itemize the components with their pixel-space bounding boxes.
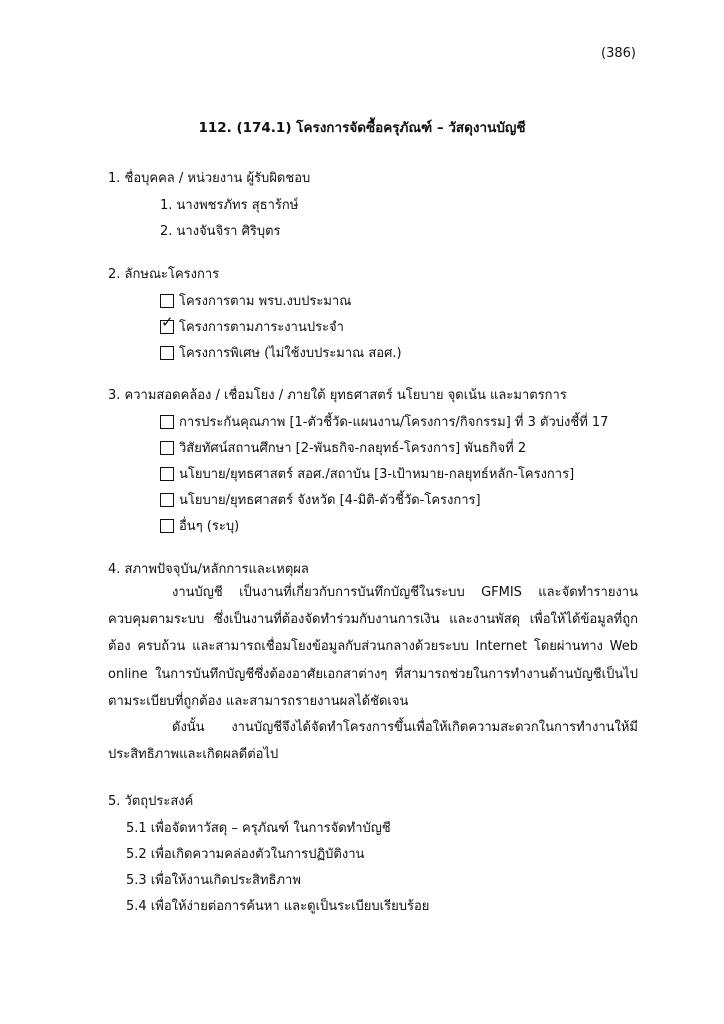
option-label: นโยบาย/ยุทธศาสตร์ สอศ./สถาบัน [3-เป้าหมาย-กลยุทธ์หลัก-โครงการ]: [179, 467, 575, 482]
rationale-paragraph-2: [108, 714, 638, 768]
section3-heading: 3. ความสอดคล้อง / เชื่อมโยง / ภายใต้ ยุทธศาสตร์ นโยบาย จุดเน้น และมาตรการ: [108, 388, 567, 403]
option-label: การประกันคุณภาพ [1-ตัวชี้วัด-แผนงาน/โครงการ/กิจกรรม] ที่ 3 ตัวบ่งชี้ที่ 17: [179, 415, 609, 430]
alignment-option: [160, 437, 526, 458]
alignment-option: [160, 515, 239, 536]
project-type-option: [160, 342, 402, 363]
checkbox-unchecked: [160, 493, 174, 507]
option-label: วิสัยทัศน์สถานศึกษา [2-พันธกิจ-กลยุทธ์-โครงการ] พันธกิจที่ 2: [179, 441, 527, 456]
checkbox-unchecked: [160, 519, 174, 533]
checkbox-unchecked: [160, 294, 174, 308]
option-label: โครงการตาม พรบ.งบประมาณ: [179, 294, 352, 309]
objective-item: 5.3 เพื่อให้งานเกิดประสิทธิภาพ: [126, 873, 301, 888]
section1-heading: 1. ชื่อบุคคล / หน่วยงาน ผู้รับผิดชอบ: [108, 171, 311, 186]
paragraph-text: ดังนั้น งานบัญชีจึงได้จัดทำโครงการขึ้นเพื่อให้เกิดความสะดวกในการทำงานให้มีประสิทธิภาพและเกิดผลดีต่อไป: [108, 720, 638, 763]
project-title: 112. (174.1) โครงการจัดซื้อครุภัณฑ์ – วัสดุงานบัญชี: [198, 120, 526, 136]
checkmark-icon: ✓: [161, 313, 174, 331]
checkbox-checked: [160, 313, 174, 334]
objective-item: 5.2 เพื่อเกิดความคล่องตัวในการปฏิบัติงาน: [126, 847, 365, 862]
objective-item: 5.4 เพื่อให้ง่ายต่อการค้นหา และดูเป็นระเบียบเรียบร้อย: [126, 899, 430, 914]
responsible-person-2: 2. นางจันจิรา ศิริบุตร: [160, 224, 281, 239]
rationale-paragraph-1: [108, 579, 638, 715]
objective-item: 5.1 เพื่อจัดหาวัสดุ – ครุภัณฑ์ ในการจัดทำบัญชี: [126, 821, 391, 836]
project-type-option: [160, 313, 344, 337]
checkbox-unchecked: [160, 467, 174, 481]
responsible-person-1: 1. นางพชรภัทร สุธาร้กษ์: [160, 198, 299, 213]
alignment-option: [160, 411, 608, 432]
checkbox-unchecked: [160, 346, 174, 360]
page-number: (386): [601, 46, 636, 61]
alignment-option: [160, 463, 574, 484]
section2-heading: 2. ลักษณะโครงการ: [108, 267, 220, 282]
project-type-option: [160, 290, 351, 311]
option-label: โครงการตามภาระงานประจำ: [179, 320, 344, 335]
option-label: โครงการพิเศษ (ไม่ใช้งบประมาณ สอศ.): [179, 346, 402, 361]
option-label: อื่นๆ (ระบุ): [179, 519, 240, 534]
checkbox-unchecked: [160, 441, 174, 455]
section4-heading: 4. สภาพปัจจุบัน/หลักการและเหตุผล: [108, 562, 309, 577]
checkbox-unchecked: [160, 415, 174, 429]
paragraph-text: งานบัญชี เป็นงานที่เกี่ยวกับการบันทึกบัญชีในระบบ GFMIS และจัดทำรายงานควบคุมตามระบบ ซึ่งเป็นงานที่ต้องจัดทำร่วมกับงานการเงิน และงานพัสดุ เพื่อให้ได้ข้อมูลที่ถูกต้อง ครบถ้วน และสามารถเชื่อมโยงข้อมูลกับส่วนกลางด้วยระบบ Internet โดยผ่านทาง Web online ในการบันทึกบัญชีซึ่งต้องอาศัยเอกสาต่างๆ ที่สามารถช่วยในการทำงานด้านบัญชีเป็นไปตามระเบียบที่ถูกต้อง และสามารถรายงานผลได้ชัดเจน: [108, 585, 638, 709]
option-label: นโยบาย/ยุทธศาสตร์ จังหวัด [4-มิติ-ตัวชี้วัด-โครงการ]: [179, 493, 481, 508]
section5-heading: 5. วัตถุประสงค์: [108, 794, 194, 809]
alignment-option: [160, 489, 481, 510]
